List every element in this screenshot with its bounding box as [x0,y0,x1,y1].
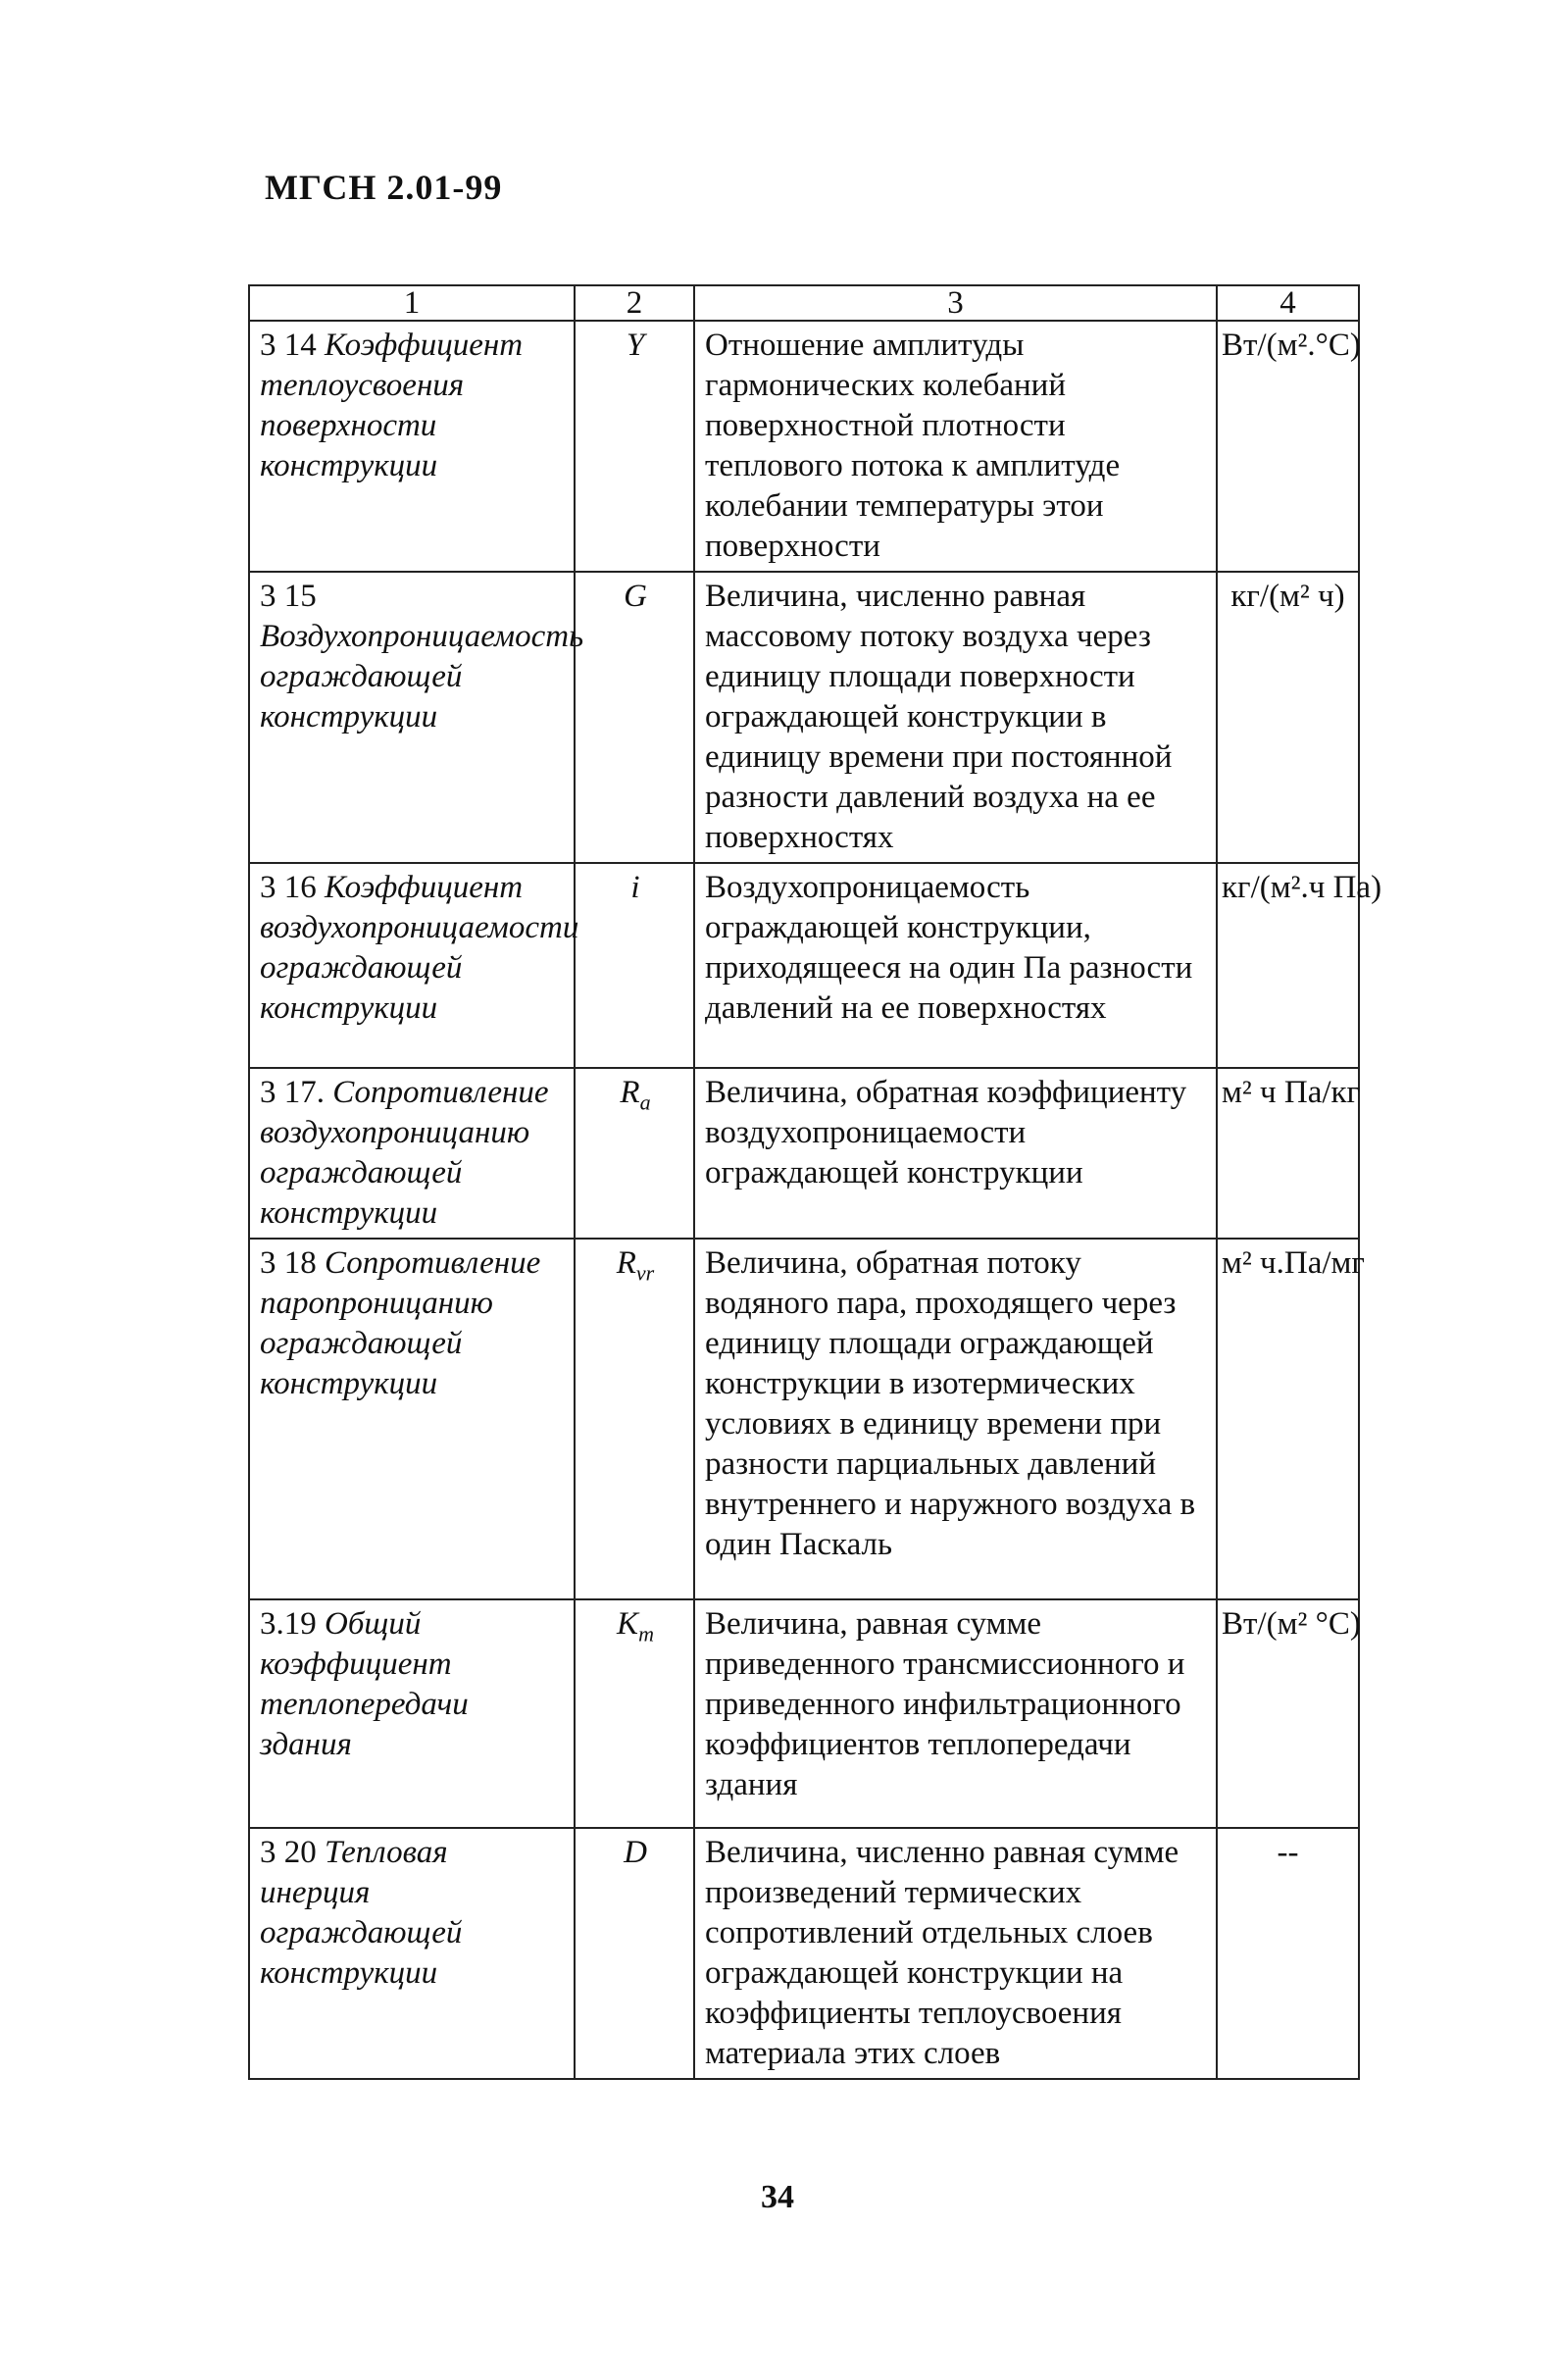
definition-cell: Величина, численно равная массовому потоку воздуха через единицу площади поверхности ограждающей конструкции в единицу времени при постоянной разности давлений воздуха на ее поверхностях [694,572,1217,863]
term-cell [249,572,584,863]
term-name: Воздухопроницаемость ограждающей конструкции [260,619,584,734]
table-header-row [249,285,1359,321]
unit-cell: м² ч.Па/мг [1217,1239,1359,1599]
term-number: 3 20 [260,1835,317,1870]
term-name: Коэффициент теплоусвоения поверхности конструкции [260,328,524,483]
symbol: Y [626,328,645,363]
symbol: D [624,1835,647,1870]
symbol-cell [575,572,694,863]
symbol: i [630,870,640,905]
definition-cell: Величина, равная сумме приведенного трансмиссионного и приведенного инфильтрационного коэффициентов теплопередачи здания [694,1599,1217,1828]
table-row [249,1828,1359,2079]
column-header: 3 [694,285,1217,321]
table-row [249,1068,1359,1239]
column-header: 2 [575,285,694,321]
symbol: R [620,1075,640,1110]
term-name: Сопротивление паропроницанию ограждающей конструкции [260,1245,541,1401]
term-cell [249,321,575,572]
symbol-cell [575,1239,694,1599]
symbol-cell [575,863,694,1068]
unit-cell: м² ч Па/кг [1217,1068,1359,1239]
term-name: Сопротивление воздухопроницанию ограждающей конструкции [260,1075,549,1231]
symbol-cell [575,1068,694,1239]
definition-cell: Величина, обратная коэффициенту воздухопроницаемости ограждающей конструкции [694,1068,1217,1239]
term-number: 3 17. [260,1075,325,1110]
term-cell [249,1068,575,1239]
term-cell [249,1599,575,1828]
definition-cell: Величина, численно равная сумме произведений термических сопротивлений отдельных слоев ограждающей конструкции на коэффициенты теплоусвоения материала этих слоев [694,1828,1217,2079]
definition-cell: Величина, обратная потоку водяного пара, проходящего через единицу площади ограждающей конструкции в изотермических условиях в единицу времени при разности парциальных давлений внутреннего и наружного воздуха в один Паскаль [694,1239,1217,1599]
table-row [249,1599,1359,1828]
definition-cell: Отношение амплитуды гармонических колебаний поверхностной плотности теплового потока к амплитуде колебании температуры этои поверхности [694,321,1217,572]
definition-cell: Воздухопроницаемость ограждающей конструкции, приходящееся на один Па разности давлений на ее поверхностях [694,863,1217,1068]
document-code: МГСН 2.01-99 [265,168,503,207]
term-number: 3 18 [260,1245,317,1281]
unit-cell: Вт/(м² °С) [1217,1599,1359,1828]
symbol-subscript: m [638,1621,654,1646]
unit-cell: Вт/(м².°С) [1217,321,1359,572]
term-name: Тепловая инерция ограждающей конструкции [260,1835,463,1991]
column-header: 4 [1217,285,1359,321]
symbol-subscript: a [639,1089,651,1115]
symbol: K [617,1606,639,1642]
unit-cell: кг/(м² ч) [1217,572,1359,863]
term-number: 3 16 [260,870,317,905]
term-number: 3 14 [260,328,317,363]
terms-table [248,284,1382,2080]
term-cell [249,1239,575,1599]
unit-cell: -- [1217,1828,1359,2079]
table-row [249,863,1359,1068]
table-row [249,572,1359,863]
page-number: 34 [761,2179,794,2215]
unit-cell: кг/(м².ч Па) [1217,863,1359,1068]
term-cell [249,863,579,1068]
symbol-cell [575,321,694,572]
term-cell [249,1828,575,2079]
term-number: 3.19 [260,1606,317,1642]
symbol: G [624,579,647,614]
table-row [249,1239,1359,1599]
symbol-cell [575,1828,694,2079]
column-header: 1 [249,285,575,321]
term-name: Коэффициент воздухопроницаемости ограждающей конструкции [260,870,579,1026]
symbol-cell [575,1599,694,1828]
term-number: 3 15 [260,579,317,614]
symbol: R [616,1245,636,1281]
table-row [249,321,1359,572]
term-name: Общий коэффициент теплопередачи здания [260,1606,469,1762]
symbol-subscript: vr [635,1260,655,1286]
